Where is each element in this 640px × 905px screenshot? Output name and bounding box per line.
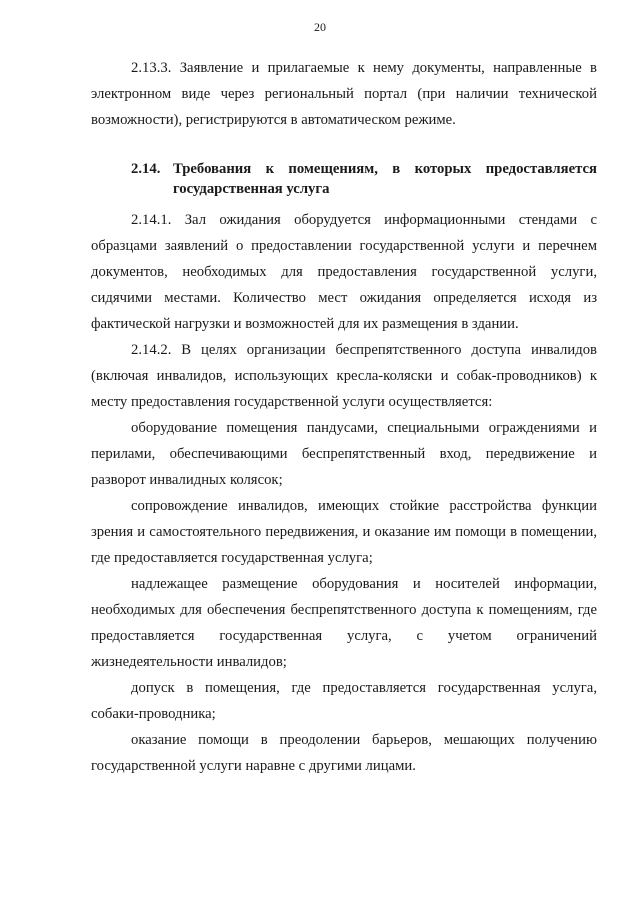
document-body <box>91 55 597 779</box>
section-heading <box>91 159 597 199</box>
list-item-equipment: надлежащее размещение оборудования и носителей информации, необходимых для обеспечения беспрепятственного доступа к помещениям, где предоставляется государственная услуга, с учетом ограничений жизнедеятельности инвалидов; <box>91 576 597 670</box>
list-item-escort: сопровождение инвалидов, имеющих стойкие расстройства функции зрения и самостоятельного передвижения, и оказание им помощи в помещении, где предоставляется государственная услуга; <box>91 498 597 566</box>
paragraph-2-14-1: 2.14.1. Зал ожидания оборудуется информационными стендами с образцами заявлений о предоставлении государственной услуги и перечнем документов, необходимых для предоставления государственной услуги, сидячими местами. Количество мест ожидания определяется исходя из фактической нагрузки и возможностей для их размещения в здании. <box>91 212 597 332</box>
list-item-assistance: оказание помощи в преодолении барьеров, мешающих получению государственной услуги наравне с другими лицами. <box>91 732 597 774</box>
list-item-ramps: оборудование помещения пандусами, специальными ограждениями и перилами, обеспечивающими беспрепятственный вход, передвижение и разворот инвалидных колясок; <box>91 420 597 488</box>
section-number: 2.14. <box>131 161 161 177</box>
paragraph-2-14-2: 2.14.2. В целях организации беспрепятственного доступа инвалидов (включая инвалидов, использующих кресла-коляски и собак-проводников) к месту предоставления государственной услуги осуществляется: <box>91 342 597 410</box>
page-number: 20 <box>314 20 326 34</box>
list-item-guide-dog: допуск в помещения, где предоставляется государственная услуга, собаки-проводника; <box>91 680 597 722</box>
section-title: Требования к помещениям, в которых предоставляется государственная услуга <box>173 161 597 197</box>
paragraph-2-13-3: 2.13.3. Заявление и прилагаемые к нему документы, направленные в электронном виде через региональный портал (при наличии технической возможности), регистрируются в автоматическом режиме. <box>91 60 597 128</box>
